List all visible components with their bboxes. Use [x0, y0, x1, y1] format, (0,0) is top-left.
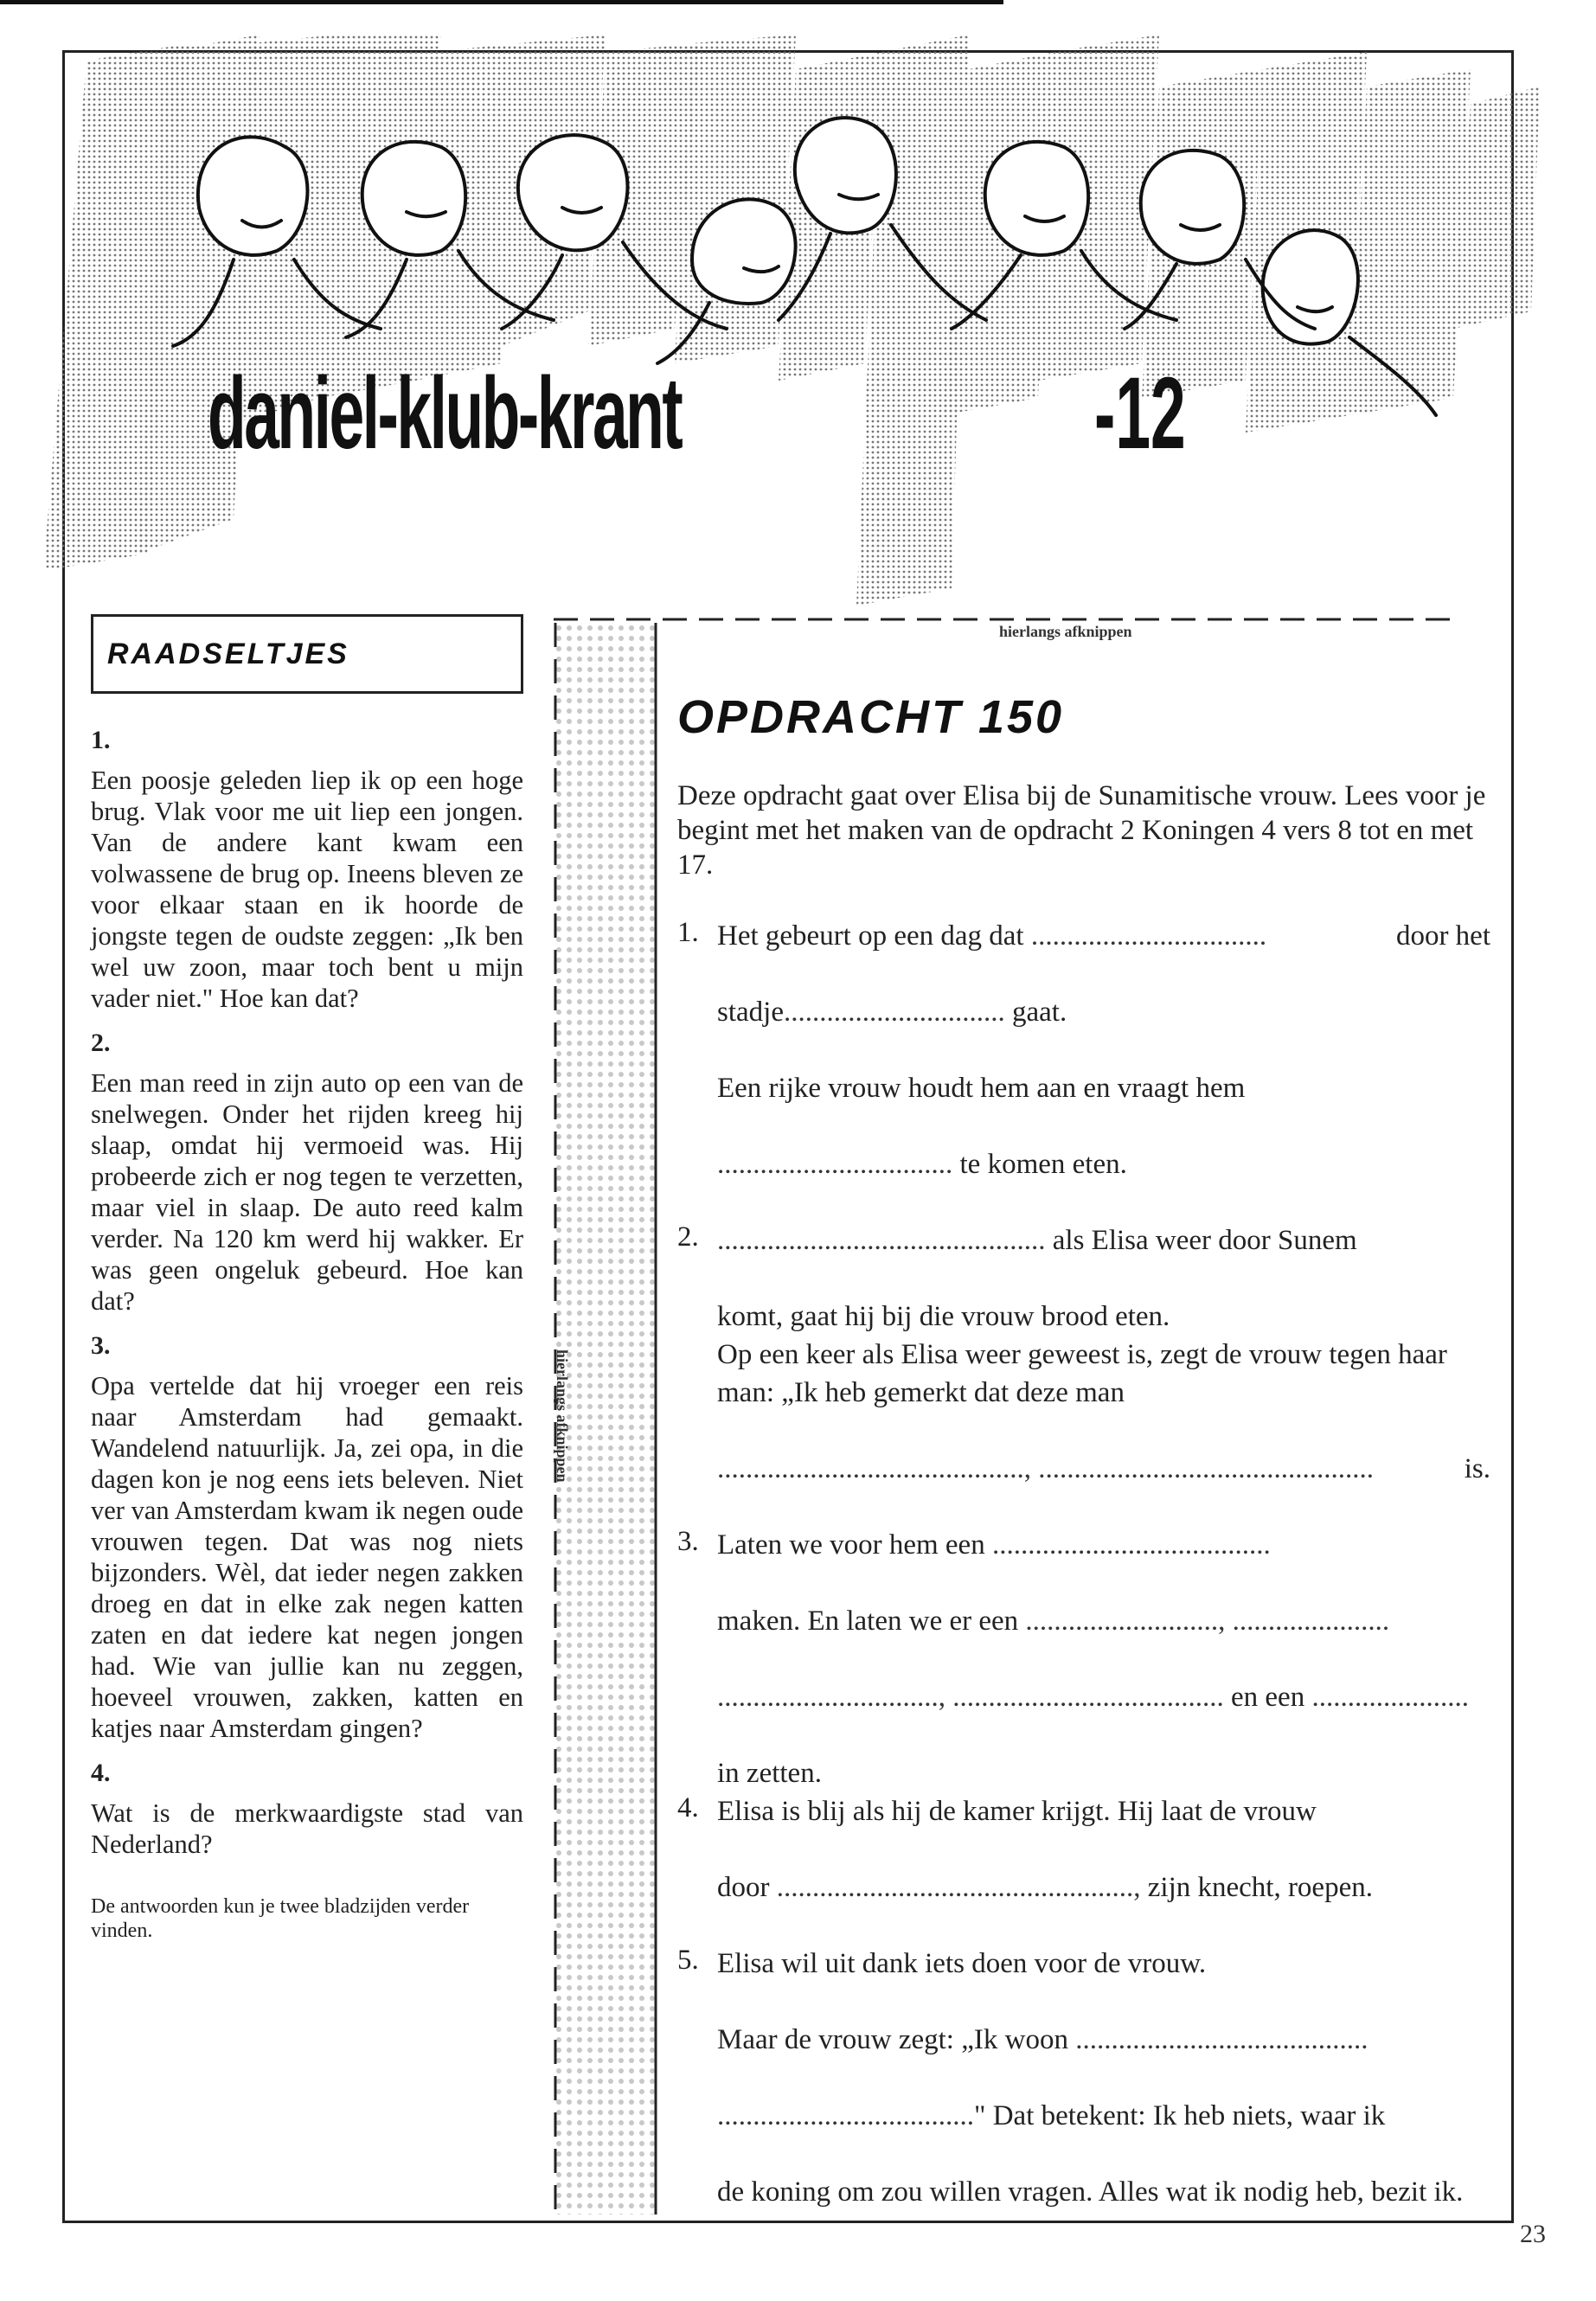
question-number: 2.: [677, 1221, 699, 1253]
answer-blank[interactable]: ....................................: [717, 2100, 974, 2131]
q5-text-d: de koning om zou willen vragen. Alles wat ik nodig heb, bezit ik.: [717, 2176, 1464, 2208]
question-number: 3.: [677, 1526, 699, 1557]
q1-text-c: stadje: [717, 997, 784, 1028]
answer-blank[interactable]: ......................: [1311, 1682, 1469, 1713]
q2-text-c: Op een keer als Elisa weer geweest is, zegt de vrouw tegen haar man: „Ik heb gemerkt dat deze man: [717, 1339, 1447, 1408]
issue-number: -12: [1094, 356, 1186, 471]
answer-blank[interactable]: .........................................: [1075, 2024, 1368, 2055]
q1-text-e: Een rijke vrouw houdt hem aan en vraagt hem: [717, 1073, 1246, 1104]
page-number: 23: [1520, 2220, 1546, 2248]
riddle-text: Een man reed in zijn auto op een van de snelwegen. Onder het rijden kreeg hij slaap, omdat hij vermoeid was. Hij probeerde zich er nog tegen te verzetten, maar viel in slaap. De auto reed kalm verder. Na 120 km werd hij wakker. Er was geen ongeluk gebeurd. Hoe kan dat?: [91, 1068, 523, 1316]
top-rule: [0, 0, 1003, 4]
answer-blank[interactable]: ..........................., ......................: [1025, 1606, 1390, 1637]
q3-text-d: in zetten.: [717, 1758, 822, 1789]
column-rule: [653, 623, 658, 2214]
raadseltjes-column: [91, 718, 523, 1943]
answer-blank[interactable]: .......................................: [991, 1529, 1271, 1561]
answer-blank[interactable]: ..............................................: [717, 1225, 1046, 1256]
newsletter-title: daniel-klub-krant: [208, 356, 682, 471]
cut-line-horizontal: [554, 617, 1453, 622]
raadseltjes-heading-box: [91, 614, 523, 694]
q5-text-a: Elisa wil uit dank iets doen voor de vrouw.: [717, 1948, 1207, 1979]
q4-text-b: door: [717, 1872, 770, 1903]
opdracht-column: [677, 683, 1490, 2211]
q5-text-c: " Dat betekent: Ik heb niets, waar ik: [974, 2100, 1386, 2131]
q3-text-c: en een: [1231, 1682, 1305, 1713]
answer-blank[interactable]: ..........................................., ...............................................: [717, 1453, 1374, 1484]
q1-text-b: door het: [1395, 920, 1490, 952]
cut-label-top: hierlangs afknippen: [999, 623, 1132, 640]
q4-text-a: Elisa is blij als hij de kamer krijgt. Hij laat de vrouw: [717, 1796, 1317, 1827]
question-2: [677, 1221, 1490, 1488]
riddle-text: Wat is de merkwaardigste stad van Nederland?: [91, 1798, 523, 1859]
riddle-number: 3.: [91, 1331, 111, 1360]
q1-text-a: Het gebeurt op een dag dat: [717, 920, 1024, 952]
answer-blank[interactable]: ..............................., ......................................: [717, 1682, 1224, 1713]
riddle-text: Een poosje geleden liep ik op een hoge brug. Vlak voor me uit liep een jongen. Van de andere kant kwam een volwassene de brug op. Ineens bleven ze voor elkaar staan en ik hoorde de jongste tegen de oudste zeggen: „Ik ben wel uw zoon, maar toch bent u mijn vader niet." Hoe kan dat?: [91, 766, 523, 1013]
question-1: [677, 917, 1490, 1183]
question-3: [677, 1526, 1490, 1792]
opdracht-intro: Deze opdracht gaat over Elisa bij de Sunamitische vrouw. Lees voor je begint met het maken van de opdracht 2 Koningen 4 vers 8 tot en met 17.: [677, 780, 1486, 881]
q3-text-a: Laten we voor hem een: [717, 1529, 985, 1561]
question-4: [677, 1792, 1490, 1907]
q3-text-b: maken. En laten we er een: [717, 1606, 1019, 1637]
q5-text-b: Maar de vrouw zegt: „Ik woon: [717, 2024, 1068, 2055]
answer-blank[interactable]: ..................................................,: [776, 1872, 1141, 1903]
riddle-number: 2.: [91, 1029, 111, 1057]
answer-blank[interactable]: .................................: [1030, 920, 1267, 952]
q4-text-c: zijn knecht, roepen.: [1147, 1872, 1373, 1903]
opdracht-title: OPDRACHT 150: [677, 691, 1065, 743]
q2-text-b: komt, gaat hij bij die vrouw brood eten.: [717, 1301, 1170, 1332]
question-number: 5.: [677, 1945, 699, 1976]
question-number: 1.: [677, 917, 699, 948]
answer-blank[interactable]: ...............................: [783, 997, 1005, 1028]
riddle-number: 1.: [91, 726, 111, 754]
header-illustration: [35, 35, 1574, 606]
answers-footnote: De antwoorden kun je twee bladzijden verder vinden.: [91, 1895, 470, 1942]
q1-text-f: te komen eten.: [959, 1149, 1127, 1180]
question-number: 4.: [677, 1792, 699, 1823]
riddle-number: 4.: [91, 1759, 111, 1787]
cut-label-vertical: hierlangs afknippen: [554, 1349, 571, 1483]
question-5: [677, 1945, 1490, 2211]
faces-illustration: [35, 35, 1574, 606]
raadseltjes-heading: RAADSELTJES: [107, 638, 349, 670]
q2-text-d: is.: [1464, 1453, 1490, 1484]
q2-text-a: als Elisa weer door Sunem: [1052, 1225, 1357, 1256]
riddle-text: Opa vertelde dat hij vroeger een reis naar Amsterdam had gemaakt. Wandelend natuurlijk. Ja, zei opa, in die dagen kon je nog eens iets beleven. Niet ver van Amsterdam kwam ik negen oude vrouwen tegen. Dat was nog niets bijzonders. Wèl, dat ieder negen zakken droeg en dat in elke zak negen katten zaten en dat iedere kat negen jongen had. Wie van jullie kan nu zeggen, hoeveel vrouwen, zakken, katten en katjes naar Amsterdam gingen?: [91, 1371, 523, 1743]
q1-text-d: gaat.: [1011, 997, 1067, 1028]
answer-blank[interactable]: .................................: [717, 1149, 953, 1180]
